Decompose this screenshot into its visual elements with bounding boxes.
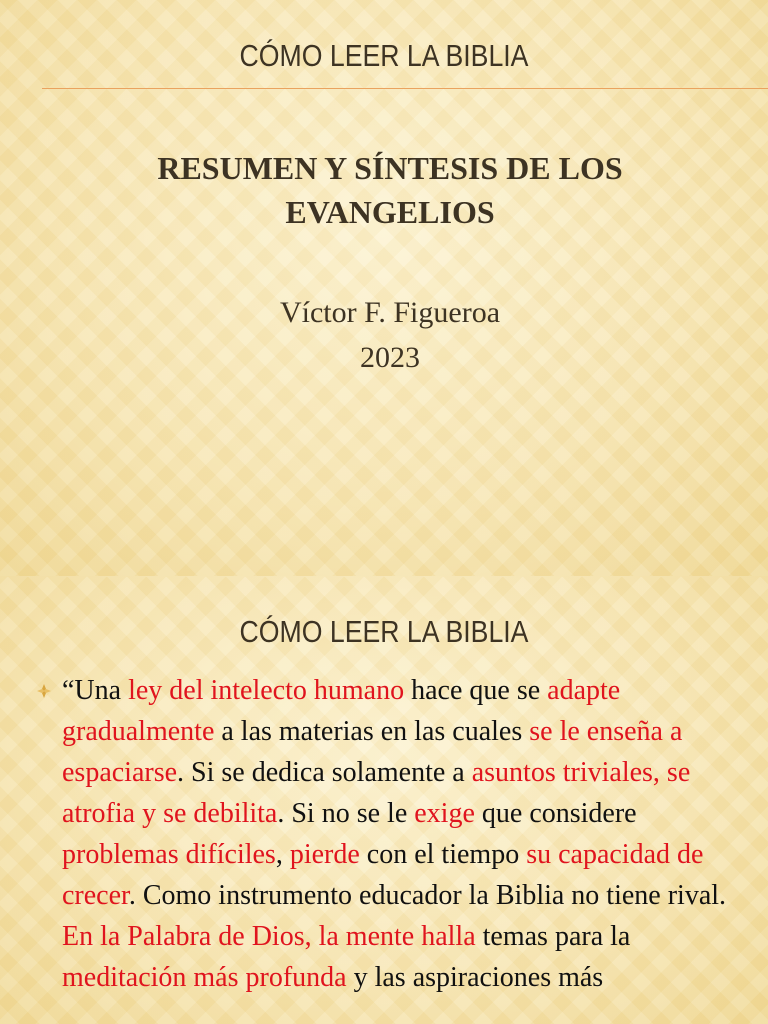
quote-paragraph	[62, 670, 758, 998]
slide-title: CÓMO LEER LA BIBLIA	[239, 38, 529, 73]
diamond-bullet-icon	[36, 683, 52, 699]
subtitle-line-2: EVANGELIOS	[285, 194, 495, 230]
quote-text: . Si no se le	[277, 798, 415, 829]
highlighted-phrase: pierde	[289, 839, 360, 870]
subtitle-line-1: RESUMEN Y SÍNTESIS DE LOS	[157, 150, 623, 186]
quote-text: con el tiempo	[359, 839, 527, 870]
title-divider	[42, 88, 768, 89]
quote-text: a las materias en las cuales	[214, 716, 530, 747]
highlighted-phrase: su capacidad de crecer	[62, 839, 704, 911]
slide-subtitle	[60, 146, 720, 234]
quote-text: hace que se	[404, 675, 548, 706]
highlighted-phrase: meditación más profunda	[62, 962, 347, 993]
quote-text: . Si se dedica solamente a	[177, 757, 472, 788]
highlighted-phrase: se le enseña a espaciarse	[62, 716, 683, 788]
quote-text: y las aspiraciones más	[346, 962, 604, 993]
content-slide	[0, 576, 768, 1024]
highlighted-phrase: problemas difíciles	[62, 839, 276, 870]
author-block	[60, 290, 720, 380]
presentation-year: 2023	[360, 341, 420, 374]
author-name: Víctor F. Figueroa	[279, 296, 501, 329]
quote-text: ,	[275, 839, 290, 870]
highlighted-phrase: En la Palabra de Dios, la mente halla	[62, 921, 476, 952]
slide-title: CÓMO LEER LA BIBLIA	[239, 614, 529, 649]
quote-text: temas para la	[475, 921, 631, 952]
quote-text: “Una	[62, 675, 129, 706]
highlighted-phrase: asuntos triviales, se atrofia y se debilita	[62, 757, 691, 829]
quote-text: . Como instrumento educador la Biblia no tiene rival.	[128, 880, 727, 911]
highlighted-phrase: ley del intelecto humano	[128, 675, 405, 706]
quote-text: que considere	[474, 798, 637, 829]
highlighted-phrase: exige	[414, 798, 475, 829]
highlighted-phrase: adapte gradualmente	[62, 675, 621, 747]
